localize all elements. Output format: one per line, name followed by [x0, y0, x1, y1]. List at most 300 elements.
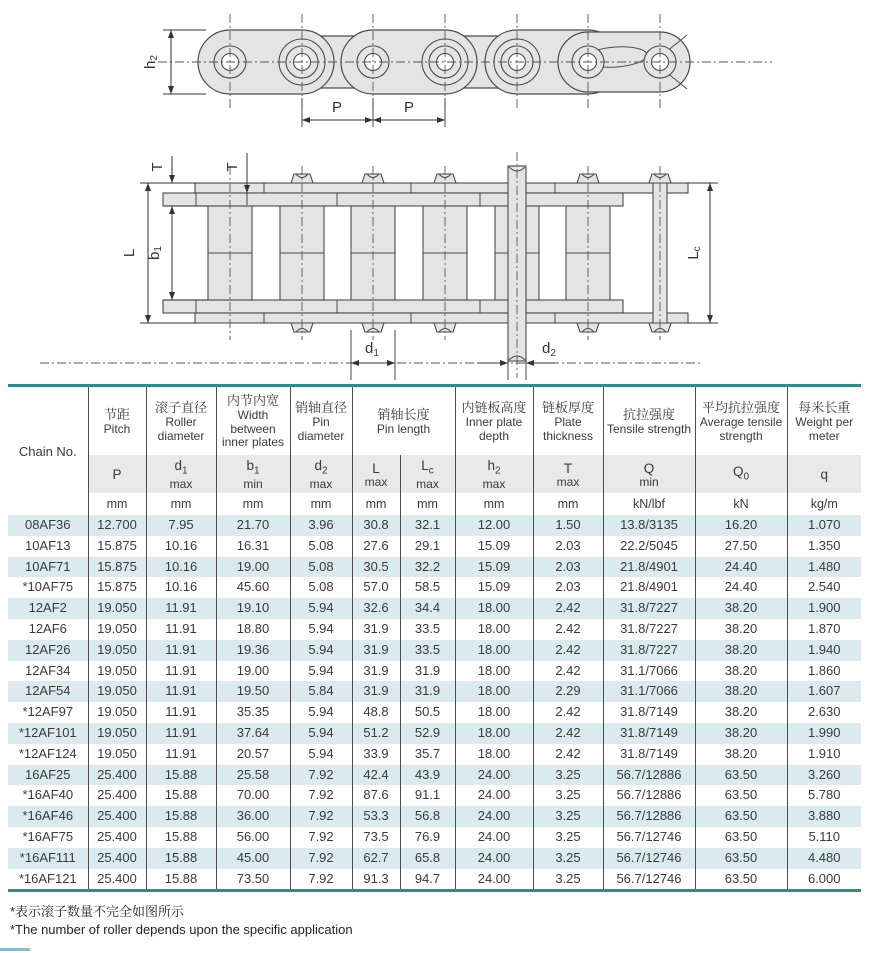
- table-cell: 2.42: [533, 744, 603, 765]
- chain-no-cell: *16AF111: [8, 848, 88, 869]
- dim-T1: [149, 156, 172, 183]
- table-cell: 51.2: [352, 723, 400, 744]
- table-cell: 25.58: [216, 765, 290, 786]
- column-header-cn: 销轴长度: [377, 406, 430, 422]
- table-cell: 1.350: [807, 537, 841, 553]
- symbol-header: $Q_0$: [695, 455, 787, 493]
- table-row: [8, 515, 861, 536]
- table-cell: 35.7: [400, 744, 455, 765]
- table-cell: 73.5: [352, 827, 400, 848]
- table-cell: 24.00: [455, 806, 533, 827]
- column-header-en: Inner plate depth: [465, 415, 523, 443]
- chain-no-cell: *12AF124: [8, 744, 88, 765]
- table-cell: 15.88: [146, 827, 216, 848]
- column-header-en: Width between inner plates: [221, 408, 285, 450]
- table-cell: 24.40: [695, 557, 787, 578]
- table-cell: 94.7: [400, 869, 455, 890]
- table-cell: 11.91: [146, 702, 216, 723]
- table-cell: 13.8/3135: [603, 515, 695, 536]
- unit-header: mm: [455, 493, 533, 515]
- table-cell: 18.00: [455, 702, 533, 723]
- table-cell: 5.94: [290, 640, 352, 661]
- symbol-header: $d_2$ max: [290, 455, 352, 493]
- L-label: L: [120, 248, 138, 258]
- table-cell: 31.9: [352, 640, 400, 661]
- table-cell: 15.88: [146, 765, 216, 786]
- table-cell: 2.42: [533, 640, 603, 661]
- table-cell: 2.540: [807, 579, 841, 595]
- table-cell: 56.8: [400, 806, 455, 827]
- table-row: [8, 598, 861, 619]
- table-cell: 38.20: [695, 723, 787, 744]
- column-header-en: Pin diameter: [297, 415, 345, 443]
- table-cell: 5.110: [808, 828, 841, 844]
- table-cell: 18.00: [455, 661, 533, 682]
- table-cell: 21.70: [216, 515, 290, 536]
- table-cell: 43.9: [400, 765, 455, 786]
- table-cell: 11.91: [146, 598, 216, 619]
- table-cell: 2.42: [533, 723, 603, 744]
- table-cell: 19.050: [88, 640, 146, 661]
- table-cell: 58.5: [400, 577, 455, 598]
- unit-header: kg/m: [810, 497, 838, 511]
- table-cell: 24.00: [455, 785, 533, 806]
- table-cell: 21.8/4901: [603, 577, 695, 598]
- unit-header: kN: [695, 493, 787, 515]
- table-cell: 31.8/7149: [603, 702, 695, 723]
- table-cell: 1.990: [807, 724, 841, 740]
- table-cell: 2.29: [533, 681, 603, 702]
- table-cell: 18.00: [455, 640, 533, 661]
- table-row: [8, 806, 861, 827]
- table-cell: 33.5: [400, 640, 455, 661]
- table-cell: 48.8: [352, 702, 400, 723]
- b1-label: $b_1$: [145, 246, 164, 260]
- chain-no-cell: 12AF2: [8, 598, 88, 619]
- column-header-en: Pitch: [103, 421, 131, 436]
- table-cell: 19.050: [88, 661, 146, 682]
- table-cell: 32.1: [400, 515, 455, 536]
- table-cell: 24.00: [455, 848, 533, 869]
- table-cell: 19.00: [216, 557, 290, 578]
- table-cell: 2.03: [533, 536, 603, 557]
- column-header: [787, 387, 861, 455]
- footnote-en: *The number of roller depends upon the specific application: [10, 922, 353, 937]
- table-cell: 56.7/12886: [603, 806, 695, 827]
- table-cell: 29.1: [400, 536, 455, 557]
- table-cell: 24.00: [455, 827, 533, 848]
- table-cell: 19.050: [88, 598, 146, 619]
- unit-header: kN/lbf: [603, 493, 695, 515]
- table-cell: 11.91: [146, 744, 216, 765]
- table-cell: 19.36: [216, 640, 290, 661]
- chain-technical-drawing: [0, 0, 869, 380]
- table-cell: 62.7: [352, 848, 400, 869]
- table-cell: 15.09: [455, 577, 533, 598]
- table-row: [8, 848, 861, 869]
- table-cell: 3.25: [533, 869, 603, 890]
- table-cell: 63.50: [695, 827, 787, 848]
- table-row: [8, 661, 861, 682]
- table-cell: 57.0: [352, 577, 400, 598]
- unit-header: mm: [400, 493, 455, 515]
- dim-Lc: [685, 183, 718, 323]
- table-cell: 19.00: [216, 661, 290, 682]
- table-cell: 5.94: [290, 723, 352, 744]
- column-header-en: Pin length: [376, 421, 431, 436]
- table-row: [8, 869, 861, 890]
- table-cell: 15.875: [88, 536, 146, 557]
- table-cell: 1.480: [807, 558, 841, 574]
- table-cell: 20.57: [216, 744, 290, 765]
- table-cell: 10.16: [146, 577, 216, 598]
- table-cell: 7.92: [290, 827, 352, 848]
- table-row: [8, 577, 861, 598]
- table-cell: 3.880: [807, 808, 841, 824]
- d2-label: $d_2$: [542, 340, 556, 359]
- table-cell: 25.400: [88, 848, 146, 869]
- table-cell: 2.42: [533, 702, 603, 723]
- column-header: [695, 387, 787, 455]
- table-cell: 2.03: [533, 577, 603, 598]
- chain-no-cell: 10AF71: [8, 557, 88, 578]
- table-cell: 52.9: [400, 723, 455, 744]
- table-cell: 7.92: [290, 869, 352, 890]
- table-cell: 38.20: [695, 640, 787, 661]
- table-cell: 25.400: [88, 806, 146, 827]
- table-cell: 63.50: [695, 806, 787, 827]
- table-cell: 25.400: [88, 827, 146, 848]
- table-cell: 15.875: [88, 557, 146, 578]
- table-cell: 37.64: [216, 723, 290, 744]
- table-cell: 38.20: [695, 598, 787, 619]
- rollers-plan: [208, 206, 610, 300]
- table-cell: 38.20: [695, 702, 787, 723]
- table-cell: 18.00: [455, 619, 533, 640]
- T1-label: T: [148, 162, 166, 172]
- table-cell: 32.2: [400, 557, 455, 578]
- chain-no-cell: 08AF36: [8, 515, 88, 536]
- column-header-cn: 销轴直径: [294, 400, 347, 415]
- table-cell: 5.08: [290, 557, 352, 578]
- column-header: [352, 387, 455, 455]
- table-cell: 31.9: [352, 681, 400, 702]
- d1-label: $d_1$: [365, 340, 379, 359]
- dim-pitch: [302, 98, 445, 127]
- table-cell: 2.630: [807, 704, 841, 720]
- table-cell: 15.09: [455, 557, 533, 578]
- table-cell: 31.8/7227: [603, 619, 695, 640]
- table-cell: 34.4: [400, 598, 455, 619]
- table-cell: 5.84: [290, 681, 352, 702]
- Lc-label: $L_c$: [684, 246, 703, 260]
- unit-header: mm: [216, 493, 290, 515]
- table-cell: 31.1/7066: [603, 681, 695, 702]
- column-header-cn: 抗拉强度: [622, 406, 675, 422]
- table-row: [8, 557, 861, 578]
- table-cell: 5.94: [290, 661, 352, 682]
- chain-no-cell: 12AF26: [8, 640, 88, 661]
- column-header-cn: 每米长重: [798, 400, 851, 415]
- table-cell: 3.25: [533, 827, 603, 848]
- table-cell: 2.03: [533, 557, 603, 578]
- table-cell: 19.50: [216, 681, 290, 702]
- table-cell: 50.5: [400, 702, 455, 723]
- table-row: [8, 681, 861, 702]
- table-row: [8, 723, 861, 744]
- table-cell: 25.400: [88, 765, 146, 786]
- table-cell: 18.80: [216, 619, 290, 640]
- chain-side-view: [142, 14, 772, 127]
- footnotes: [10, 903, 353, 939]
- table-cell: 7.92: [290, 806, 352, 827]
- table-cell: 2.42: [533, 661, 603, 682]
- symbol-header: T max: [533, 455, 603, 493]
- table-cell: 36.00: [216, 806, 290, 827]
- table-cell: 25.400: [88, 785, 146, 806]
- column-header-chain-no: Chain No.: [8, 387, 88, 515]
- column-header-cn: 节距: [103, 406, 130, 422]
- column-header: [146, 387, 216, 455]
- table-cell: 25.400: [88, 869, 146, 890]
- table-cell: 15.09: [455, 536, 533, 557]
- connecting-pin: [508, 166, 526, 361]
- table-cell: 56.7/12886: [603, 765, 695, 786]
- table-cell: 16.31: [216, 536, 290, 557]
- table-cell: 1.940: [807, 641, 841, 657]
- table-cell: 87.6: [352, 785, 400, 806]
- table-cell: 3.25: [533, 848, 603, 869]
- pitch-label-1: P: [331, 99, 343, 116]
- table-cell: 56.00: [216, 827, 290, 848]
- column-header: [603, 387, 695, 455]
- column-header: [290, 387, 352, 455]
- column-header-cn: 内链板高度: [461, 400, 527, 415]
- table-cell: 18.00: [455, 744, 533, 765]
- table-cell: 33.5: [400, 619, 455, 640]
- column-header-cn: 平均抗拉强度: [701, 400, 780, 415]
- table-cell: 2.42: [533, 598, 603, 619]
- table-cell: 18.00: [455, 681, 533, 702]
- table-cell: 19.050: [88, 702, 146, 723]
- table-cell: 7.92: [290, 765, 352, 786]
- table-cell: 1.860: [807, 662, 841, 678]
- table-cell: 31.9: [400, 681, 455, 702]
- symbol-header: P: [88, 455, 146, 493]
- table-cell: 70.00: [216, 785, 290, 806]
- unit-header: mm: [533, 493, 603, 515]
- table-cell: 6.000: [807, 870, 841, 886]
- table-cell: 1.50: [533, 515, 603, 536]
- column-header-en: Plate thickness: [542, 415, 594, 443]
- table-cell: 45.60: [216, 577, 290, 598]
- table-cell: 31.1/7066: [603, 661, 695, 682]
- table-cell: 38.20: [695, 661, 787, 682]
- table-cell: 15.88: [146, 785, 216, 806]
- table-cell: 19.050: [88, 723, 146, 744]
- table-cell: 2.42: [533, 619, 603, 640]
- chain-no-cell: 12AF6: [8, 619, 88, 640]
- column-header: [216, 387, 290, 455]
- chain-no-cell: *12AF101: [8, 723, 88, 744]
- table-cell: 11.91: [146, 661, 216, 682]
- table-row: [8, 827, 861, 848]
- table-row: [8, 640, 861, 661]
- table-cell: 56.7/12886: [603, 785, 695, 806]
- table-cell: 32.6: [352, 598, 400, 619]
- table-row: [8, 744, 861, 765]
- chain-no-cell: 10AF13: [8, 536, 88, 557]
- table-cell: 11.91: [146, 723, 216, 744]
- chain-no-cell: 16AF25: [8, 765, 88, 786]
- chain-no-cell: *16AF40: [8, 785, 88, 806]
- column-header-cn: 链板厚度: [541, 400, 594, 415]
- table-cell: 5.94: [290, 598, 352, 619]
- table-cell: 15.88: [146, 869, 216, 890]
- table-row: [8, 619, 861, 640]
- unit-header: mm: [88, 493, 146, 515]
- column-header: [533, 387, 603, 455]
- table-cell: 10.16: [146, 536, 216, 557]
- table-cell: 31.8/7227: [603, 640, 695, 661]
- table-cell: 1.607: [807, 683, 841, 699]
- column-header: [455, 387, 533, 455]
- table-cell: 38.20: [695, 619, 787, 640]
- table-cell: 31.9: [352, 661, 400, 682]
- symbol-header: $h_2$ max: [455, 455, 533, 493]
- symbol-header: Q min: [603, 455, 695, 493]
- table-cell: 11.91: [146, 640, 216, 661]
- table-cell: 31.8/7149: [603, 744, 695, 765]
- table-cell: 15.875: [88, 577, 146, 598]
- column-header-en: Average tensile strength: [699, 415, 783, 443]
- table-cell: 3.25: [533, 806, 603, 827]
- table-cell: 1.900: [807, 600, 841, 616]
- table-cell: 35.35: [216, 702, 290, 723]
- table-cell: 31.9: [352, 619, 400, 640]
- table-row: [8, 765, 861, 786]
- table-cell: 15.88: [146, 806, 216, 827]
- unit-header: mm: [352, 493, 400, 515]
- chain-no-cell: *12AF97: [8, 702, 88, 723]
- table-cell: 12.00: [455, 515, 533, 536]
- table-cell: 5.94: [290, 619, 352, 640]
- table-cell: 30.5: [352, 557, 400, 578]
- chain-plan-view: [40, 152, 718, 380]
- table-cell: 24.00: [455, 869, 533, 890]
- table-cell: 15.88: [146, 848, 216, 869]
- table-cell: 65.8: [400, 848, 455, 869]
- column-header-en: Roller diameter: [157, 415, 205, 443]
- table-cell: 42.4: [352, 765, 400, 786]
- table-row: [8, 536, 861, 557]
- table-cell: 91.3: [352, 869, 400, 890]
- table-cell: 19.050: [88, 744, 146, 765]
- table-cell: 16.20: [695, 515, 787, 536]
- table-cell: 5.08: [290, 536, 352, 557]
- table-cell: 3.25: [533, 765, 603, 786]
- table-cell: 31.9: [400, 661, 455, 682]
- table-cell: 27.50: [695, 536, 787, 557]
- table-cell: 5.780: [807, 787, 841, 803]
- table-cell: 3.25: [533, 785, 603, 806]
- table-cell: 18.00: [455, 723, 533, 744]
- table-cell: 56.7/12746: [603, 848, 695, 869]
- dim-b1: [146, 206, 208, 300]
- table-cell: 45.00: [216, 848, 290, 869]
- table-cell: 38.20: [695, 681, 787, 702]
- table-cell: 31.8/7227: [603, 598, 695, 619]
- table-cell: 63.50: [695, 869, 787, 890]
- h2-label: $h_2$: [141, 55, 160, 69]
- chain-no-cell: 12AF34: [8, 661, 88, 682]
- table-cell: 1.910: [807, 745, 841, 761]
- table-row: [8, 785, 861, 806]
- table-cell: 7.92: [290, 848, 352, 869]
- table-cell: 31.8/7149: [603, 723, 695, 744]
- table-cell: 19.050: [88, 681, 146, 702]
- column-header-cn: 内节内宽: [226, 393, 279, 409]
- table-cell: 11.91: [146, 619, 216, 640]
- table-cell: 24.40: [695, 577, 787, 598]
- unit-header: mm: [290, 493, 352, 515]
- table-cell: 1.070: [807, 517, 841, 532]
- table-cell: 21.8/4901: [603, 557, 695, 578]
- chain-no-cell: *16AF121: [8, 869, 88, 890]
- table-cell: 27.6: [352, 536, 400, 557]
- table-row: [8, 702, 861, 723]
- column-header: [88, 387, 146, 455]
- table-cell: 63.50: [695, 765, 787, 786]
- table-cell: 5.94: [290, 744, 352, 765]
- table-cell: 53.3: [352, 806, 400, 827]
- table-cell: 91.1: [400, 785, 455, 806]
- table-cell: 19.050: [88, 619, 146, 640]
- chain-no-cell: *10AF75: [8, 577, 88, 598]
- spec-table: [8, 387, 861, 889]
- table-cell: 56.7/12746: [603, 827, 695, 848]
- T2-label: T: [223, 162, 241, 172]
- page-bottom-mark: [0, 948, 30, 951]
- table-cell: 18.00: [455, 598, 533, 619]
- symbol-header: $L_c$ max: [400, 455, 455, 493]
- column-header-en: Weight per meter: [795, 415, 854, 443]
- table-cell: 38.20: [695, 744, 787, 765]
- table-cell: 76.9: [400, 827, 455, 848]
- table-cell: 3.96: [290, 515, 352, 536]
- footnote-cn: *表示滚子数量不完全如图所示: [10, 904, 185, 919]
- table-cell: 73.50: [216, 869, 290, 890]
- table-cell: 1.870: [807, 620, 841, 636]
- table-cell: 5.94: [290, 702, 352, 723]
- chain-no-cell: *16AF75: [8, 827, 88, 848]
- table-cell: 19.10: [216, 598, 290, 619]
- table-cell: 12.700: [88, 515, 146, 536]
- chain-no-cell: 12AF54: [8, 681, 88, 702]
- symbol-header: $b_1$ min: [216, 455, 290, 493]
- column-header-en: Tensile strength: [606, 421, 692, 436]
- table-cell: 7.95: [146, 515, 216, 536]
- table-cell: 7.92: [290, 785, 352, 806]
- table-cell: 30.8: [352, 515, 400, 536]
- table-cell: 22.2/5045: [603, 536, 695, 557]
- table-cell: 5.08: [290, 577, 352, 598]
- table-cell: 56.7/12746: [603, 869, 695, 890]
- table-cell: 33.9: [352, 744, 400, 765]
- spec-table-section: [8, 384, 861, 892]
- column-header-cn: 滚子直径: [154, 400, 207, 415]
- table-cell: 3.260: [807, 766, 841, 782]
